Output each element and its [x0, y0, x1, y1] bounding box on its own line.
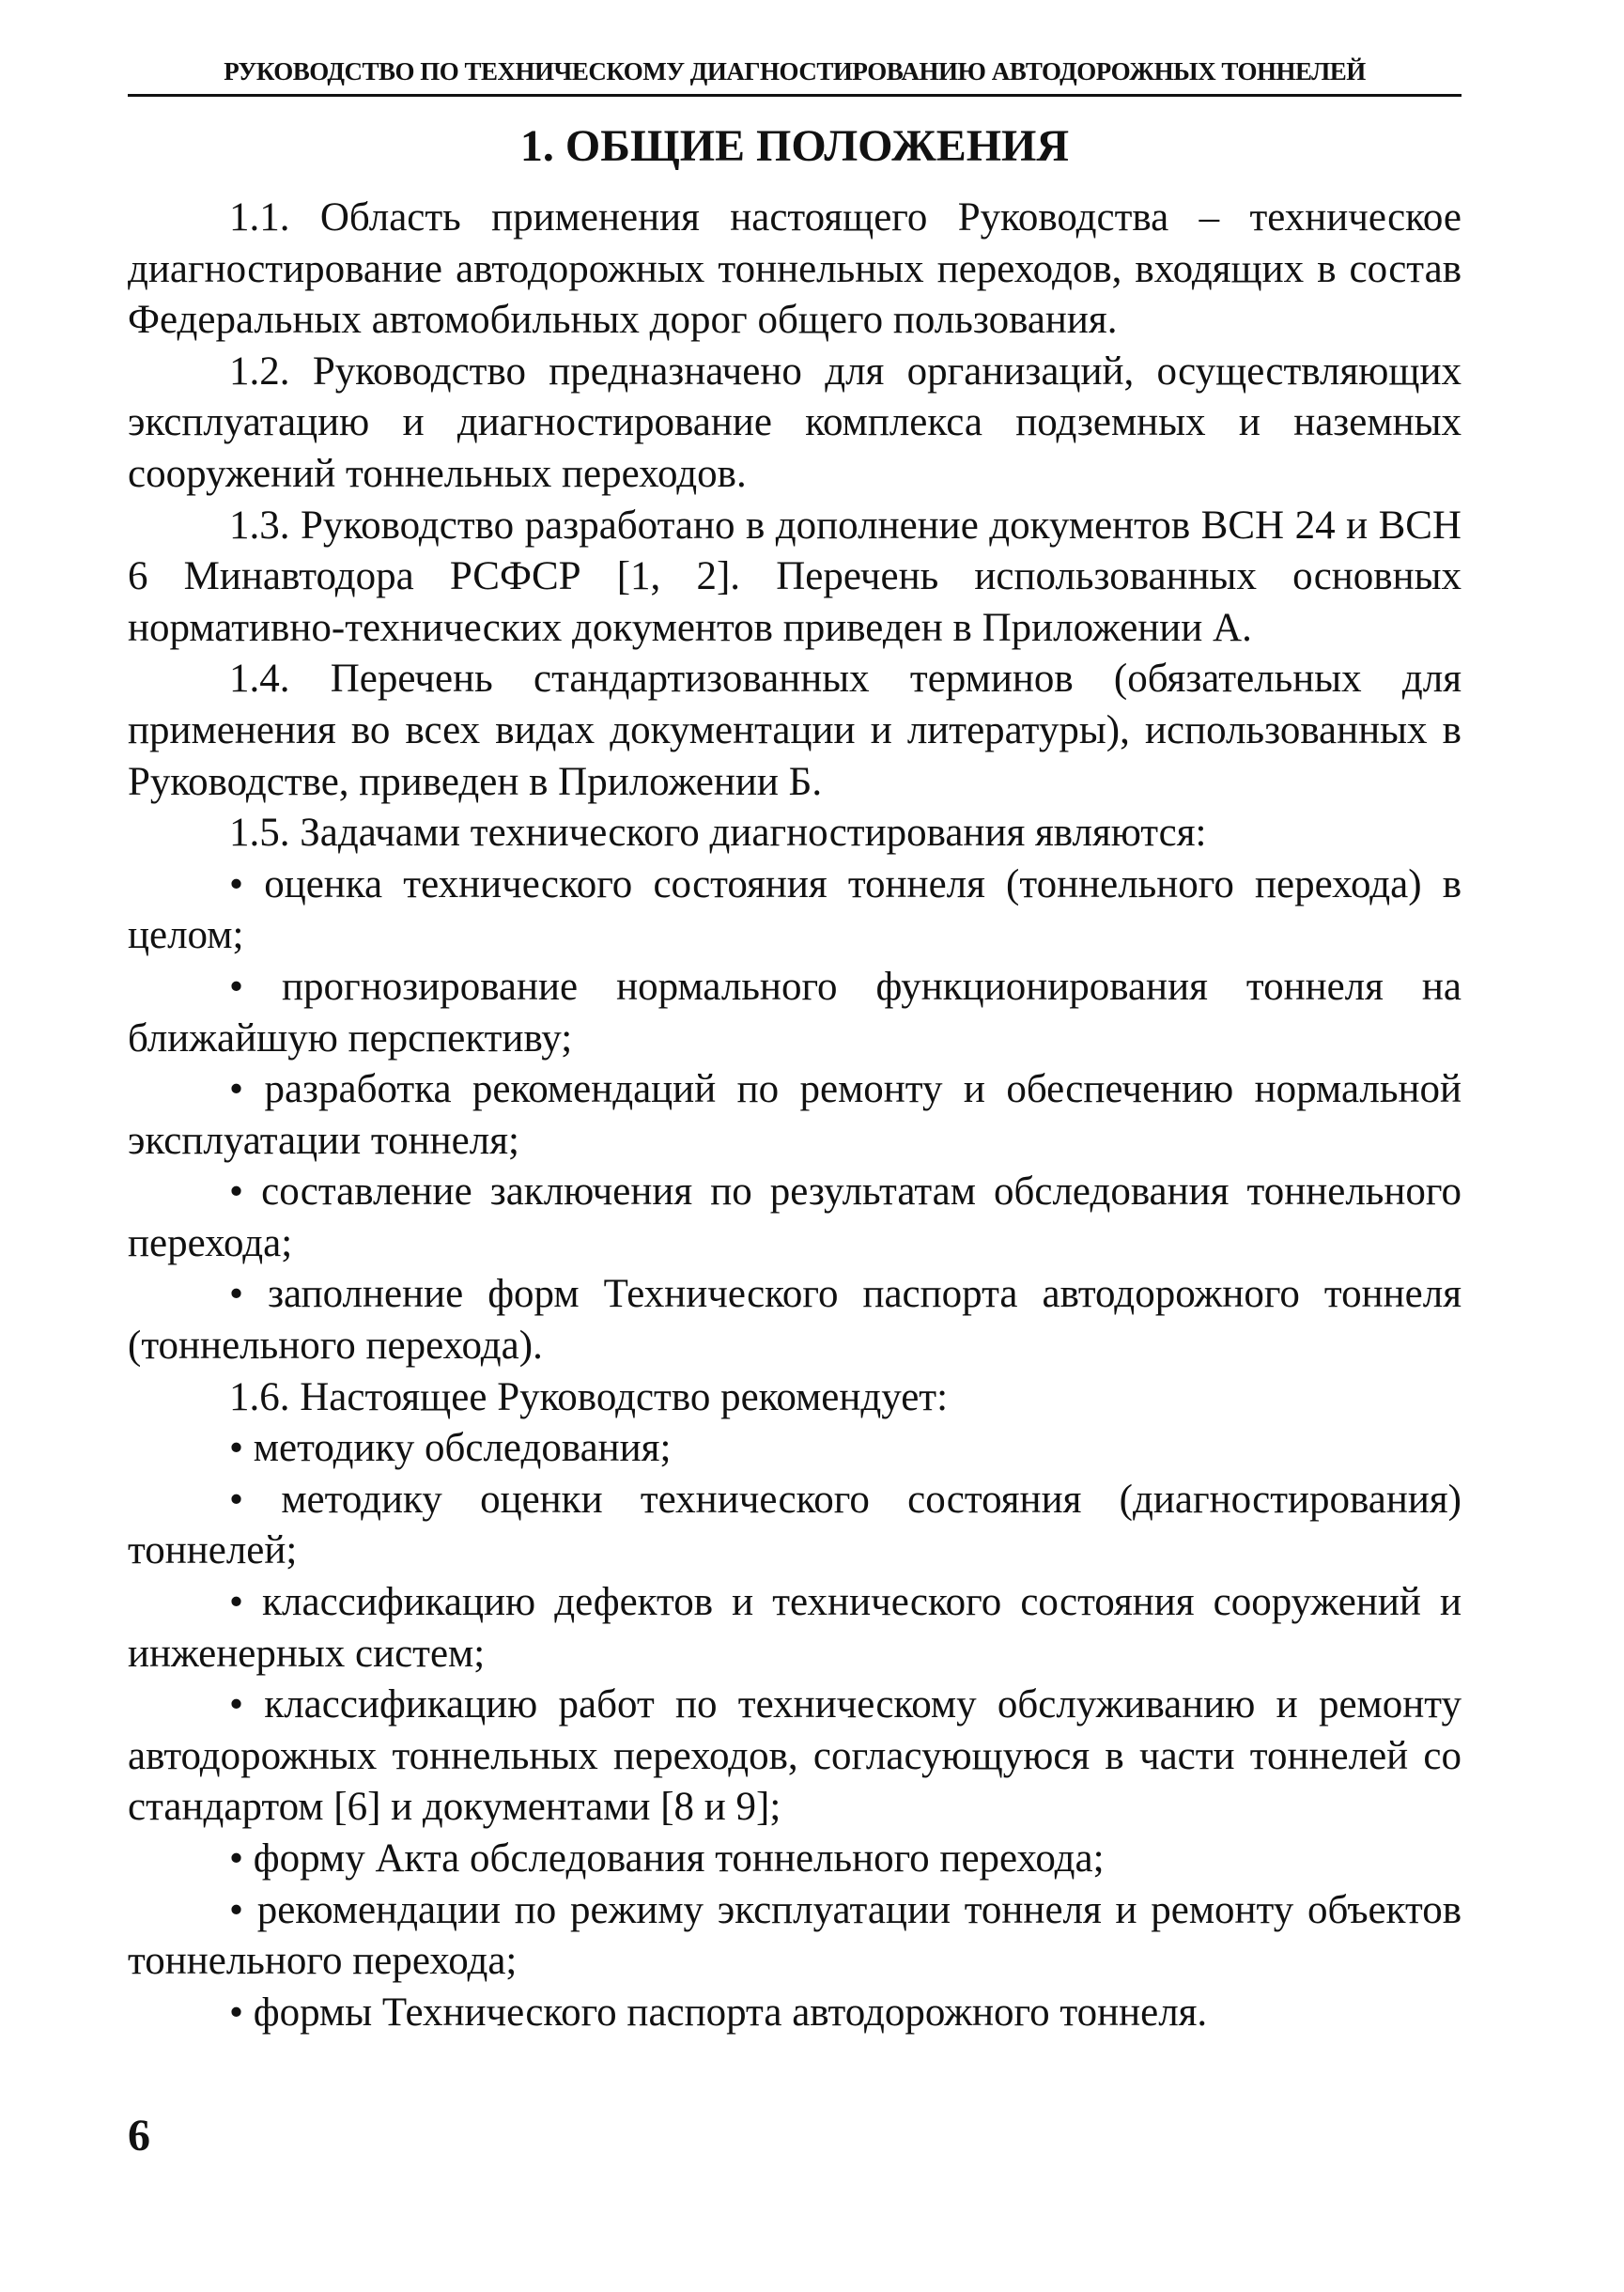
paragraph-1-3: 1.3. Руководство разработано в дополнение документов ВСН 24 и ВСН 6 Минавтодора РСФСР [1, 2]. Перечень использованных основных нормативно-технических документов приведен в Приложении А.: [128, 503, 1462, 650]
list-item: • методику обследования;: [229, 1426, 672, 1471]
list-item: • классификацию дефектов и технического состояния сооружений и инженерных систем;: [128, 1580, 1462, 1676]
paragraph-1-6: 1.6. Настоящее Руководство рекомендует:: [229, 1374, 949, 1419]
body-text: [128, 193, 1462, 2038]
list-item: • составление заключения по результатам обследования тоннельного перехода;: [128, 1169, 1462, 1265]
list-item: • оценка технического состояния тоннеля (тоннельного перехода) в целом;: [128, 861, 1462, 958]
list-item: • методику оценки технического состояния (диагностирования) тоннелей;: [128, 1477, 1462, 1573]
document-page: [128, 53, 1462, 2251]
paragraph-1-2: 1.2. Руководство предназначено для организаций, осуществляющих эксплуатацию и диагностирование комплекса подземных и наземных сооружений тоннельных переходов.: [128, 348, 1462, 496]
list-item: • прогнозирование нормального функционирования тоннеля на ближайшую перспективу;: [128, 964, 1462, 1061]
running-header: РУКОВОДСТВО ПО ТЕХНИЧЕСКОМУ ДИАГНОСТИРОВАНИЮ АВТОДОРОЖНЫХ ТОННЕЛЕЙ: [128, 53, 1462, 97]
list-item: • разработка рекомендаций по ремонту и обеспечению нормальной эксплуатации тоннеля;: [128, 1067, 1462, 1163]
page-number: 6: [128, 2111, 150, 2160]
list-item: • заполнение форм Технического паспорта автодорожного тоннеля (тоннельного перехода).: [128, 1272, 1462, 1369]
list-item: • форму Акта обследования тоннельного перехода;: [229, 1836, 1105, 1881]
list-item: • классификацию работ по техническому обслуживанию и ремонту автодорожных тоннельных переходов, согласующуюся в части тоннелей со стандартом [6] и документами [8 и 9];: [128, 1682, 1462, 1830]
section-title: 1. ОБЩИЕ ПОЛОЖЕНИЯ: [519, 121, 1070, 171]
paragraph-1-1: 1.1. Область применения настоящего Руководства – техническое диагностирование автодорожных тоннельных переходов, входящих в состав Федеральных автомобильных дорог общего пользования.: [128, 195, 1462, 343]
paragraph-1-4: 1.4. Перечень стандартизованных терминов (обязательных для применения во всех видах документации и литературы), использованных в Руководстве, приведен в Приложении Б.: [128, 657, 1462, 804]
list-item: • формы Технического паспорта автодорожного тоннеля.: [229, 1990, 1208, 2035]
list-item: • рекомендации по режиму эксплуатации тоннеля и ремонту объектов тоннельного перехода;: [128, 1887, 1462, 1984]
paragraph-1-5: 1.5. Задачами технического диагностирования являются:: [229, 811, 1207, 856]
